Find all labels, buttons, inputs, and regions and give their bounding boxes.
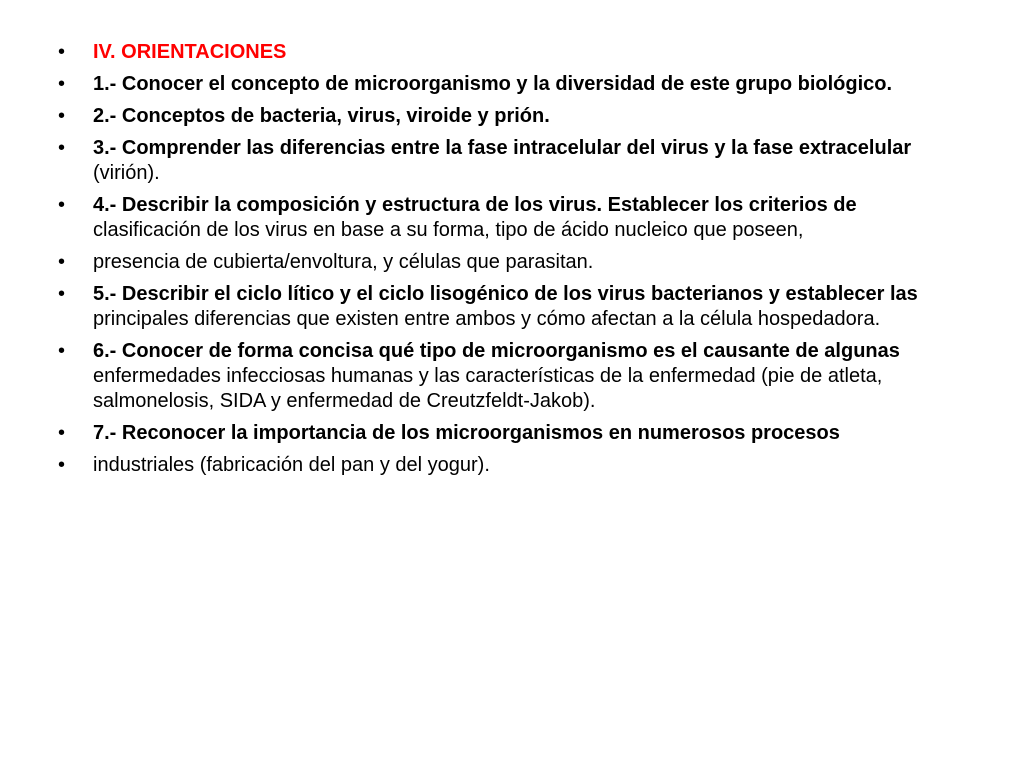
bullet-icon: • — [58, 73, 66, 95]
bullet-icon: • — [58, 283, 66, 305]
item-text: enfermedades infecciosas humanas y las características de la enfermedad (pie de atleta, salmonelosis, SIDA y enfermedad de Creutzfeldt-Jakob). — [93, 365, 883, 412]
bullet-icon: • — [58, 340, 66, 362]
bullet-icon: • — [58, 422, 66, 444]
bullet-icon: • — [58, 137, 66, 159]
section-title: IV. ORIENTACIONES — [93, 41, 287, 63]
list-title — [58, 40, 958, 65]
list-item — [58, 453, 958, 478]
item-bold-text: 5.- Describir el ciclo lítico y el ciclo lisogénico de los virus bacterianos y establecer las — [93, 283, 918, 305]
orientaciones-list — [58, 40, 958, 485]
bullet-icon: • — [58, 454, 66, 476]
item-bold-text: 3.- Comprender las diferencias entre la fase intracelular del virus y la fase extracelular — [93, 137, 912, 159]
item-text: (virión). — [93, 162, 160, 184]
list-item — [58, 72, 958, 97]
item-bold-text: 4.- Describir la composición y estructura de los virus. Establecer los criterios de — [93, 194, 857, 216]
item-bold-text: 6.- Conocer de forma concisa qué tipo de microorganismo es el causante de algunas — [93, 340, 900, 362]
list-item — [58, 250, 958, 275]
bullet-icon: • — [58, 251, 66, 273]
item-text: principales diferencias que existen entre ambos y cómo afectan a la célula hospedadora. — [93, 308, 881, 330]
item-text: presencia de cubierta/envoltura, y células que parasitan. — [93, 251, 594, 273]
item-bold-text: 7.- Reconocer la importancia de los microorganismos en numerosos procesos — [93, 422, 840, 444]
item-text: industriales (fabricación del pan y del yogur). — [93, 454, 490, 476]
list-item — [58, 339, 958, 414]
bullet-icon: • — [58, 194, 66, 216]
list-item — [58, 282, 958, 332]
list-item — [58, 421, 958, 446]
list-item — [58, 104, 958, 129]
item-bold-text: 1.- Conocer el concepto de microorganismo y la diversidad de este grupo biológico. — [93, 73, 893, 95]
bullet-icon: • — [58, 41, 66, 63]
list-item — [58, 136, 958, 186]
item-text: clasificación de los virus en base a su forma, tipo de ácido nucleico que poseen, — [93, 219, 804, 241]
item-bold-text: 2.- Conceptos de bacteria, virus, viroide y prión. — [93, 105, 550, 127]
bullet-icon: • — [58, 105, 66, 127]
list-item — [58, 193, 958, 243]
